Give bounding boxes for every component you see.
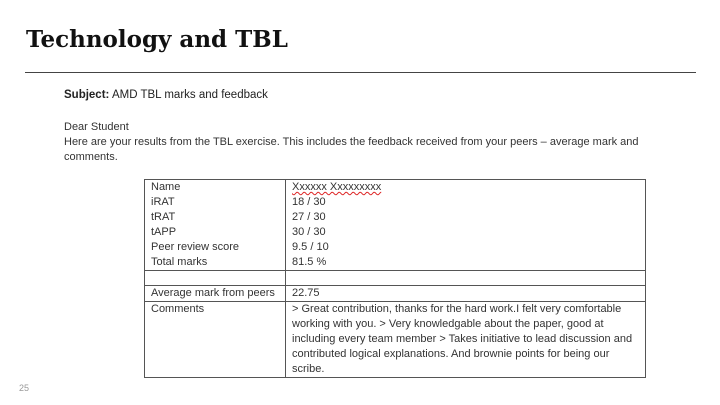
row-label: iRAT [145, 195, 286, 210]
results-row-total [145, 255, 646, 271]
email-subject [64, 89, 268, 101]
row-label: Name [145, 180, 286, 196]
page-number: 25 [19, 383, 30, 393]
row-label: Comments [145, 302, 286, 378]
row-label: Average mark from peers [145, 286, 286, 302]
title-divider [25, 72, 696, 73]
row-value: 30 / 30 [286, 225, 646, 240]
row-label: Peer review score [145, 240, 286, 255]
results-row-tapp [145, 225, 646, 240]
results-row-average-peers [145, 286, 646, 302]
row-value: 9.5 / 10 [286, 240, 646, 255]
results-row-comments [145, 302, 646, 378]
student-name: Xxxxxx Xxxxxxxxx [292, 181, 382, 193]
row-value: 27 / 30 [286, 210, 646, 225]
results-table [144, 179, 646, 378]
slide-title: Technology and TBL [26, 26, 288, 53]
table-spacer-row [145, 271, 646, 286]
comments-text: > Great contribution, thanks for the hard work.I felt very comfortable working with you. > Very knowledgable about the paper, good at including every team member > Takes initiative to lead discussion and contributed logical explanations. And brownie points for being our scribe. [286, 302, 646, 378]
row-value: 18 / 30 [286, 195, 646, 210]
results-row-trat [145, 210, 646, 225]
row-value: 81.5 % [286, 255, 646, 271]
results-row-name [145, 180, 646, 196]
subject-label: Subject: [64, 89, 110, 101]
subject-text: AMD TBL marks and feedback [111, 89, 268, 101]
row-label: tRAT [145, 210, 286, 225]
email-greeting: Dear Student [64, 121, 129, 133]
email-intro: Here are your results from the TBL exercise. This includes the feedback received from your peers – average mark and comments. [64, 136, 639, 163]
results-row-peer-review [145, 240, 646, 255]
row-label: tAPP [145, 225, 286, 240]
row-value [286, 180, 646, 196]
row-label: Total marks [145, 255, 286, 271]
row-value: 22.75 [286, 286, 646, 302]
results-row-irat [145, 195, 646, 210]
